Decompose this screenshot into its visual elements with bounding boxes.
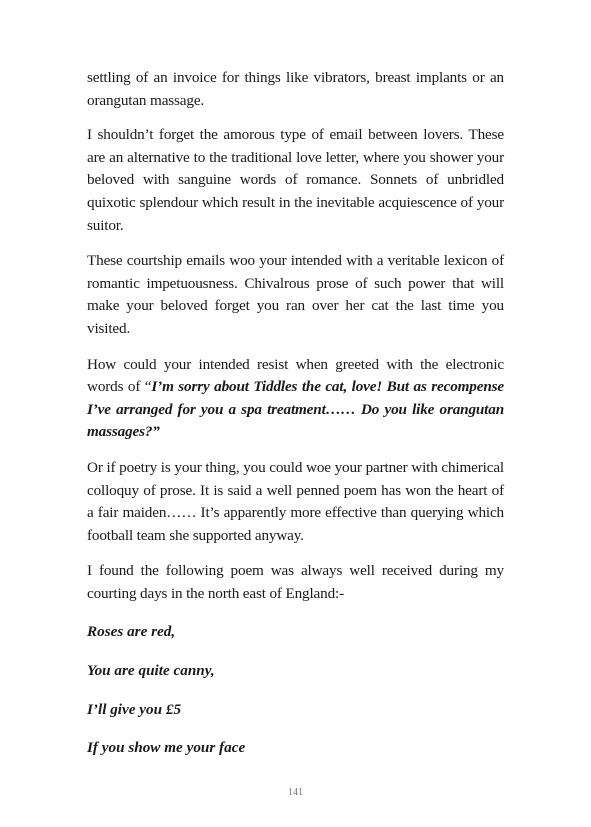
paragraph-poem-intro: I found the following poem was always well received during my courting days in the north east of England:- [87, 562, 504, 602]
page-body [87, 67, 504, 776]
paragraph-amorous-email: I shouldn’t forget the amorous type of email between lovers. These are an alternative to the traditional love letter, where you shower your beloved with sanguine words of romance. Sonnets of unbridled quixotic splendour which result in the inevitable acquiescence of your suitor. [87, 126, 504, 234]
page-number: 141 [288, 787, 303, 798]
paragraph-poetry: Or if poetry is your thing, you could woe your partner with chimerical colloquy of prose. It is said a well penned poem has won the heart of a fair maiden…… It’s apparently more effective than querying which football team she supported anyway. [87, 458, 504, 544]
paragraph-greeting [87, 354, 504, 444]
paragraph-courtship-emails: These courtship emails woo your intended with a veritable lexicon of romantic impetuousness. Chivalrous prose of such power that will make your beloved forget you ran over her cat the last time you visited. [87, 252, 504, 337]
poem-line: If you show me your face [87, 739, 246, 757]
paragraph-invoice: settling of an invoice for things like vibrators, breast implants or an orangutan massage. [87, 69, 504, 109]
poem-line: I’ll give you £5 [87, 700, 182, 718]
poem [87, 621, 504, 759]
greeting-lead: How could your intended resist when greeted with the electronic words of “ [87, 355, 504, 396]
greeting-quote: I’m sorry about Tiddles the cat, love! But as recompense I’ve arranged for you a spa treatment…… Do you like orangutan massages?” [87, 378, 504, 441]
poem-line: You are quite canny, [87, 662, 215, 680]
poem-line: Roses are red, [87, 623, 176, 641]
